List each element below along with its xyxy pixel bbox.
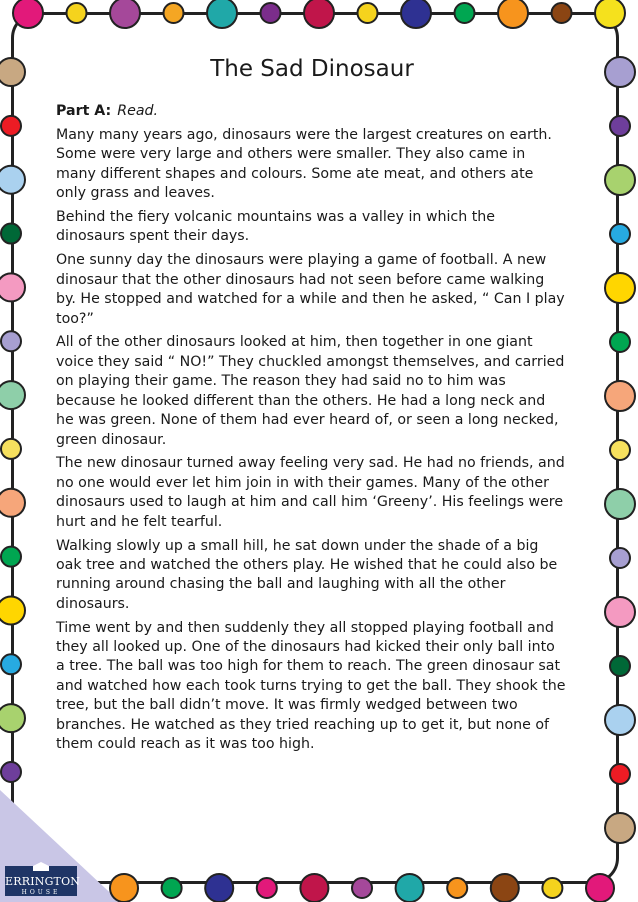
bead-bottom	[257, 878, 277, 898]
logo-sub: HOUSE	[21, 889, 61, 896]
bead-left	[1, 439, 21, 459]
bead-bottom	[352, 878, 372, 898]
story-text	[56, 102, 566, 759]
bead-left	[1, 547, 21, 567]
bead-bottom	[447, 878, 467, 898]
bead-right	[610, 332, 630, 352]
part-instruction: Read.	[117, 103, 159, 119]
bead-bottom	[162, 878, 182, 898]
paragraph-1: Many many years ago, dinosaurs were the largest creatures on earth. Some were very large and others were smaller. They also came in many different shapes and colours. Some ate meat, and others ate only grass and leaves.	[56, 126, 552, 202]
bead-top	[164, 3, 184, 23]
bead-top	[261, 3, 281, 23]
bead-right	[605, 381, 635, 411]
bead-right	[610, 548, 630, 568]
bead-top	[207, 0, 237, 28]
paragraph-5: The new dinosaur turned away feeling very sad. He had no friends, and no one would ever let him join in with their games. Many of the other dinosaurs used to laugh at him and call him ‘Greeny’. His feelings were hurt and he felt tearful.	[56, 455, 565, 530]
bead-right	[610, 440, 630, 460]
bead-top	[498, 0, 528, 28]
bead-top	[110, 0, 140, 28]
bead-left	[0, 704, 25, 732]
bead-left	[1, 654, 21, 674]
bead-bottom	[110, 874, 138, 902]
paragraph-6: Walking slowly up a small hill, he sat down under the shade of a big oak tree and watched the others play. He wished that he could also be running around chasing the ball and laughing with all the other dinosaurs.	[56, 537, 558, 612]
logo-name: ERRINGTON	[5, 875, 81, 888]
bead-left	[0, 596, 25, 624]
bead-top	[401, 0, 431, 28]
bead-left	[0, 166, 25, 194]
bead-bottom	[205, 874, 233, 902]
bead-bottom	[396, 874, 424, 902]
bead-right	[610, 656, 630, 676]
bead-left	[0, 273, 25, 301]
bead-right	[605, 813, 635, 843]
bead-left	[0, 489, 25, 517]
bead-left	[1, 331, 21, 351]
bead-right	[605, 165, 635, 195]
bead-top	[552, 3, 572, 23]
bead-right	[605, 489, 635, 519]
bead-right	[605, 597, 635, 627]
bead-left	[1, 116, 21, 136]
bead-right	[610, 224, 630, 244]
paragraph-7: Time went by and then suddenly they all stopped playing football and they all looked up. One of the dinosaurs had kicked their only ball into a tree. The ball was too high for them to reach. The green dinosaur sat and watched how each took turns trying to get the ball. They shook the tree, but the ball didn’t move. It was firmly wedged between two branches. He watched as they tried reaching up to get it, but none of them could reach as it was too high.	[56, 619, 566, 753]
bead-bottom	[586, 874, 614, 902]
bead-left	[1, 224, 21, 244]
bead-right	[610, 764, 630, 784]
bead-top	[304, 0, 334, 28]
bead-right	[610, 116, 630, 136]
paragraph-2: Behind the fiery volcanic mountains was a valley in which the dinosaurs spent their days.	[56, 209, 496, 245]
school-logo	[5, 866, 81, 896]
bead-bottom	[491, 874, 519, 902]
bead-left	[0, 381, 25, 409]
bead-top	[67, 3, 87, 23]
bead-right	[605, 705, 635, 735]
bead-bottom	[542, 878, 562, 898]
bead-bottom	[300, 874, 328, 902]
bead-top	[358, 3, 378, 23]
bead-right	[605, 273, 635, 303]
part-label: Part A:	[56, 103, 112, 119]
paragraph-4: All of the other dinosaurs looked at him, then together in one giant voice they said “ NO!” They chuckled amongst themselves, and carried on playing their game. The reason they had said no to him was because he looked different than the others. He had a long neck and he was green. None of them had ever heard of, or seen a long necked, green dinosaur.	[56, 334, 565, 448]
part-heading	[56, 102, 566, 121]
bead-left	[1, 762, 21, 782]
paragraph-3: One sunny day the dinosaurs were playing a game of football. A new dinosaur that the other dinosaurs had not seen before came walking by. He stopped and watched for a while and then he asked, “ Can I play too?”	[56, 252, 565, 327]
crest-icon	[31, 862, 51, 872]
bead-top	[595, 0, 625, 28]
bead-top	[455, 3, 475, 23]
page-title: The Sad Dinosaur	[210, 56, 414, 82]
bead-top	[13, 0, 43, 28]
